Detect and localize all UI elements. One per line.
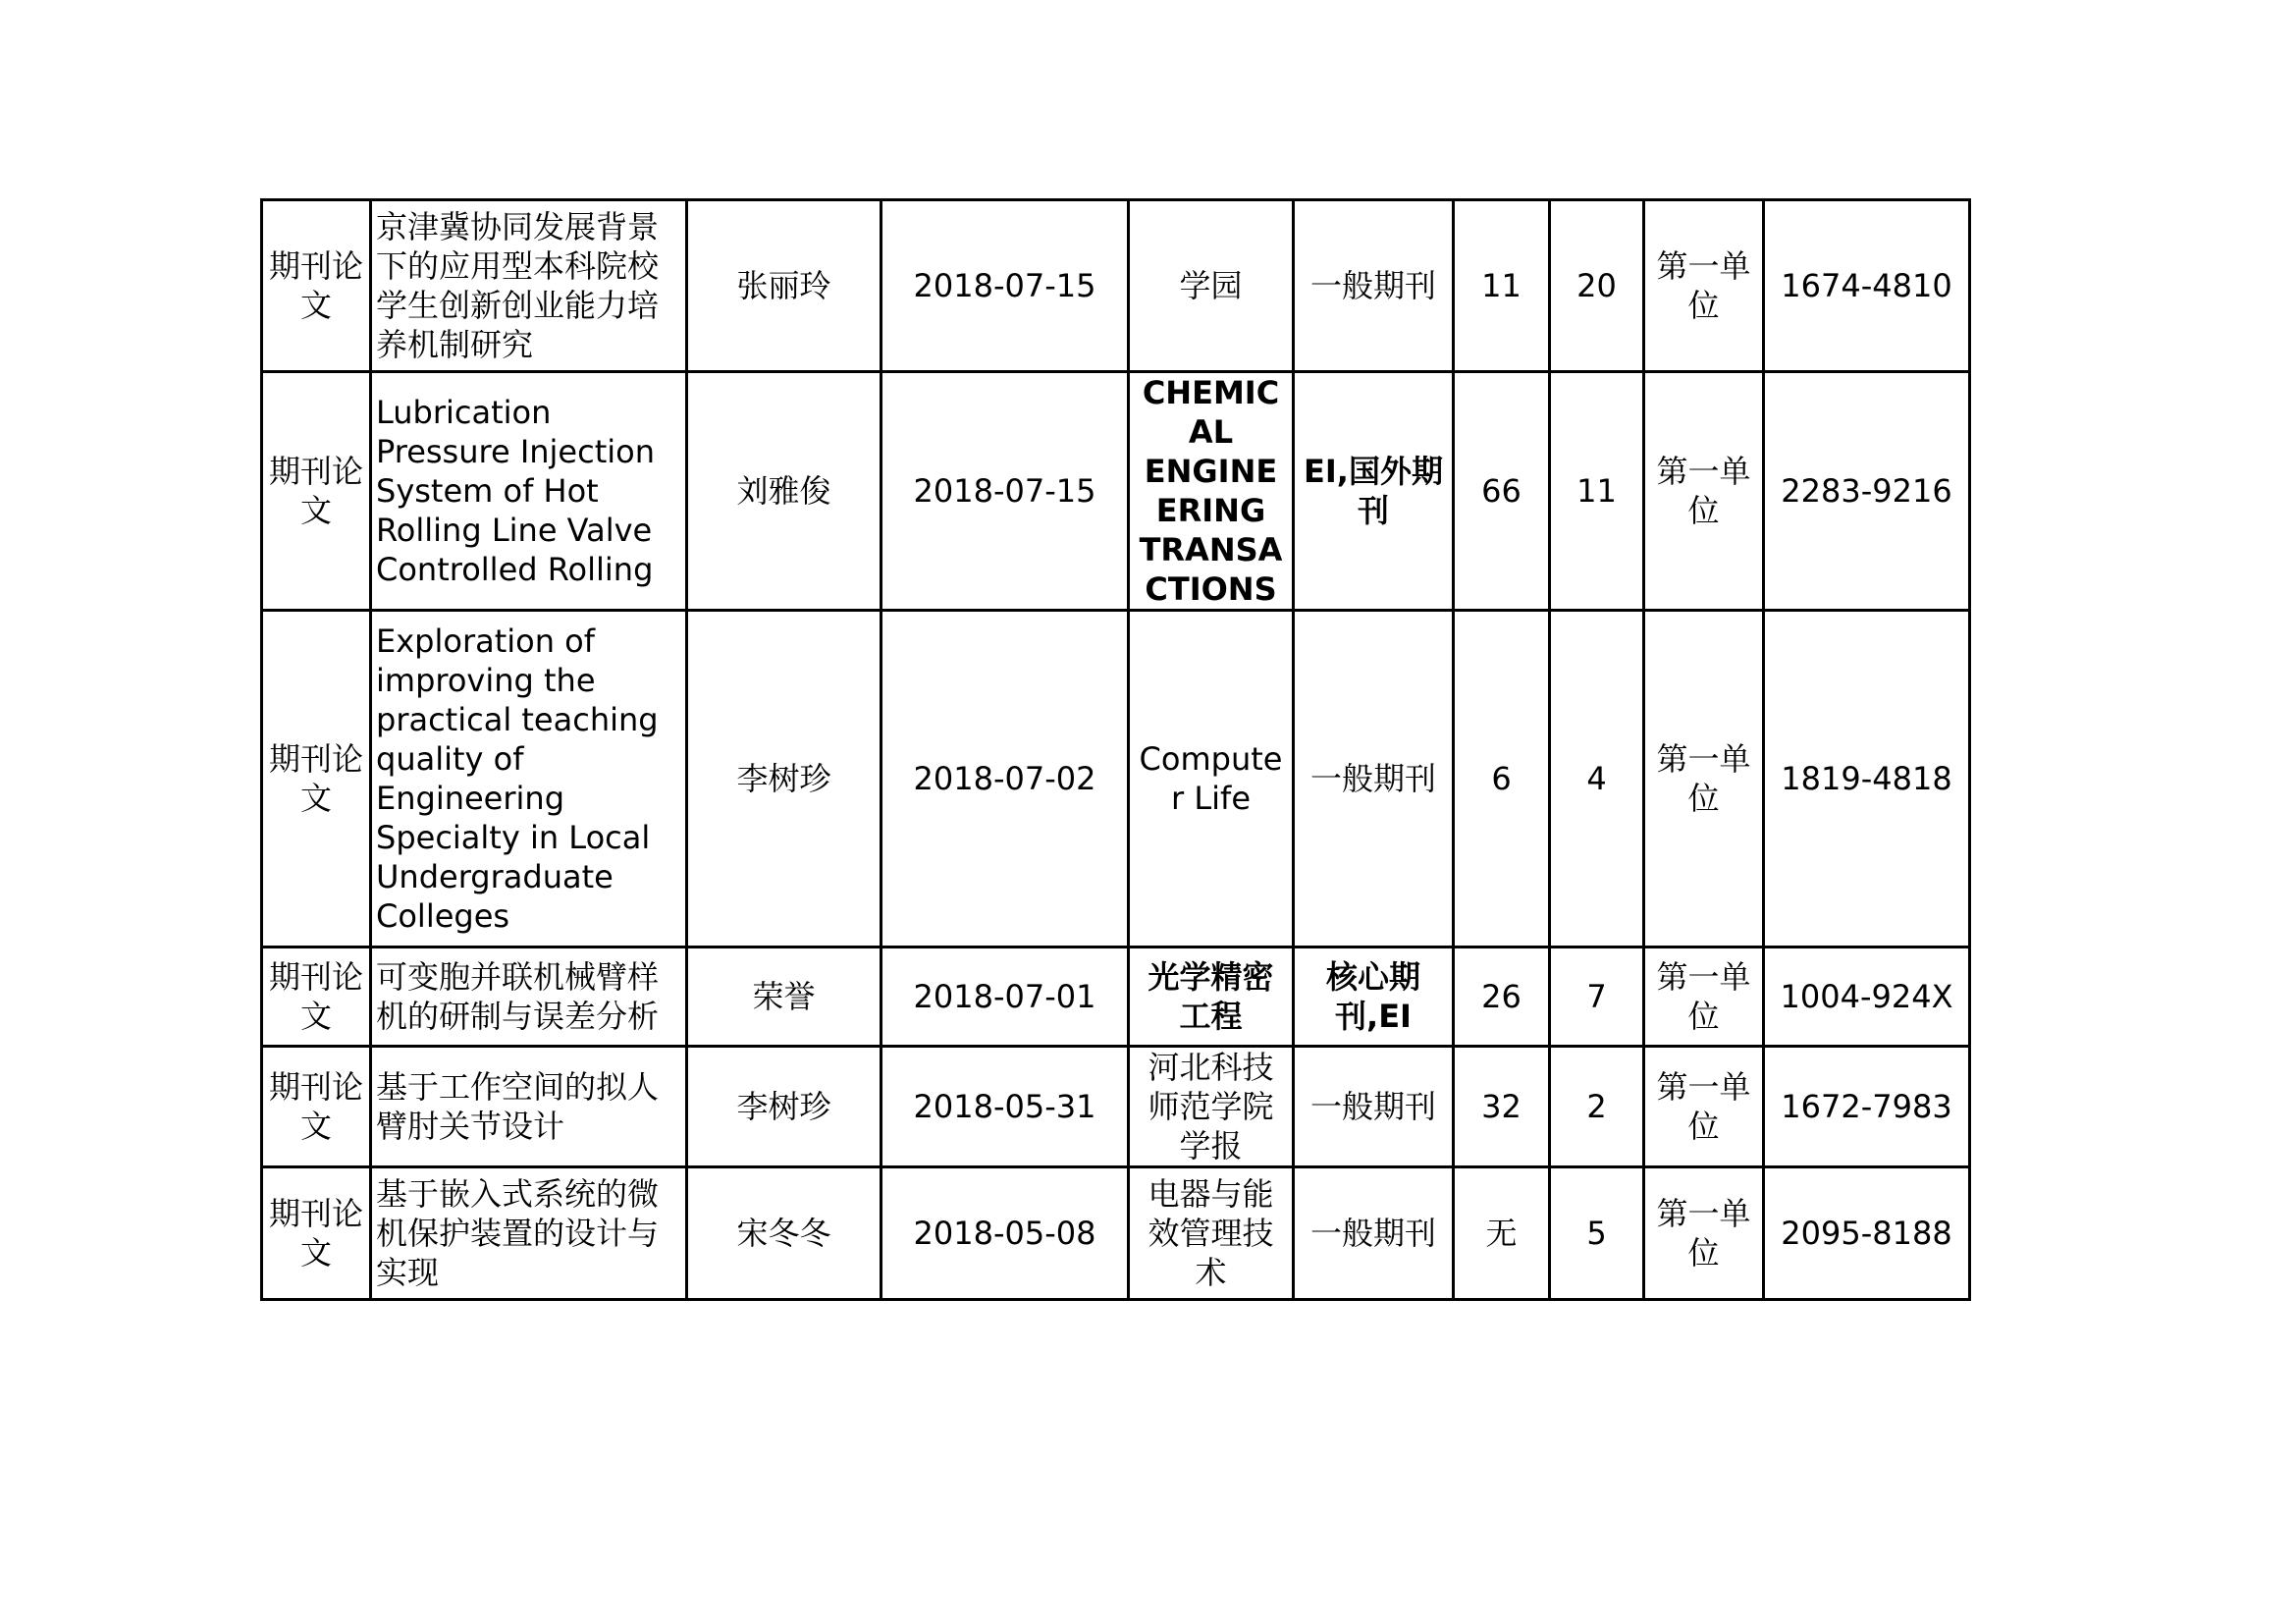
date-cell: 2018-05-31: [881, 1047, 1129, 1167]
journal-cell: Computer Life: [1129, 611, 1294, 947]
issn-cell: 2095-8188: [1764, 1167, 1970, 1300]
level-cell: 核心期刊,EI: [1294, 947, 1454, 1047]
issn-cell: 1004-924X: [1764, 947, 1970, 1047]
journal-cell: CHEMICAL ENGINEERING TRANSACTIONS: [1129, 372, 1294, 611]
unit-cell: 第一单位: [1644, 372, 1764, 611]
date-cell: 2018-07-02: [881, 611, 1129, 947]
volume-cell: 26: [1454, 947, 1550, 1047]
issue-cell: 11: [1550, 372, 1644, 611]
table-row: [262, 200, 1970, 372]
title-cell: 基于工作空间的拟人臂肘关节设计: [371, 1047, 687, 1167]
volume-cell: 6: [1454, 611, 1550, 947]
table-row: [262, 1167, 1970, 1300]
volume-cell: 无: [1454, 1167, 1550, 1300]
journal-cell: 河北科技师范学院学报: [1129, 1047, 1294, 1167]
issue-cell: 4: [1550, 611, 1644, 947]
type-cell: 期刊论文: [262, 947, 371, 1047]
issn-cell: 2283-9216: [1764, 372, 1970, 611]
type-cell: 期刊论文: [262, 1167, 371, 1300]
author-cell: 荣誉: [687, 947, 881, 1047]
author-cell: 李树珍: [687, 1047, 881, 1167]
volume-cell: 32: [1454, 1047, 1550, 1167]
issue-cell: 7: [1550, 947, 1644, 1047]
level-cell: 一般期刊: [1294, 611, 1454, 947]
unit-cell: 第一单位: [1644, 1047, 1764, 1167]
level-cell: 一般期刊: [1294, 1167, 1454, 1300]
journal-cell: 光学精密工程: [1129, 947, 1294, 1047]
table-row: [262, 947, 1970, 1047]
title-cell: 基于嵌入式系统的微机保护装置的设计与实现: [371, 1167, 687, 1300]
date-cell: 2018-07-15: [881, 372, 1129, 611]
journal-cell: 学园: [1129, 200, 1294, 372]
issn-cell: 1819-4818: [1764, 611, 1970, 947]
volume-cell: 66: [1454, 372, 1550, 611]
date-cell: 2018-07-01: [881, 947, 1129, 1047]
level-cell: 一般期刊: [1294, 1047, 1454, 1167]
title-cell: Lubrication Pressure Injection System of Hot Rolling Line Valve Controlled Rolling: [371, 372, 687, 611]
title-cell: Exploration of improving the practical teaching quality of Engineering Specialty in Local Undergraduate Colleges: [371, 611, 687, 947]
author-cell: 宋冬冬: [687, 1167, 881, 1300]
author-cell: 刘雅俊: [687, 372, 881, 611]
unit-cell: 第一单位: [1644, 200, 1764, 372]
unit-cell: 第一单位: [1644, 947, 1764, 1047]
issn-cell: 1672-7983: [1764, 1047, 1970, 1167]
level-cell: 一般期刊: [1294, 200, 1454, 372]
date-cell: 2018-05-08: [881, 1167, 1129, 1300]
issue-cell: 2: [1550, 1047, 1644, 1167]
type-cell: 期刊论文: [262, 611, 371, 947]
table-row: [262, 611, 1970, 947]
journal-cell: 电器与能效管理技术: [1129, 1167, 1294, 1300]
volume-cell: 11: [1454, 200, 1550, 372]
issn-cell: 1674-4810: [1764, 200, 1970, 372]
author-cell: 李树珍: [687, 611, 881, 947]
issue-cell: 20: [1550, 200, 1644, 372]
document-page: [260, 198, 1988, 1290]
issue-cell: 5: [1550, 1167, 1644, 1300]
unit-cell: 第一单位: [1644, 1167, 1764, 1300]
type-cell: 期刊论文: [262, 372, 371, 611]
type-cell: 期刊论文: [262, 1047, 371, 1167]
table-row: [262, 1047, 1970, 1167]
title-cell: 可变胞并联机械臂样机的研制与误差分析: [371, 947, 687, 1047]
author-cell: 张丽玲: [687, 200, 881, 372]
type-cell: 期刊论文: [262, 200, 371, 372]
publication-table: [260, 198, 1971, 1301]
date-cell: 2018-07-15: [881, 200, 1129, 372]
title-cell: 京津冀协同发展背景下的应用型本科院校学生创新创业能力培养机制研究: [371, 200, 687, 372]
level-cell: EI,国外期刊: [1294, 372, 1454, 611]
unit-cell: 第一单位: [1644, 611, 1764, 947]
table-row: [262, 372, 1970, 611]
